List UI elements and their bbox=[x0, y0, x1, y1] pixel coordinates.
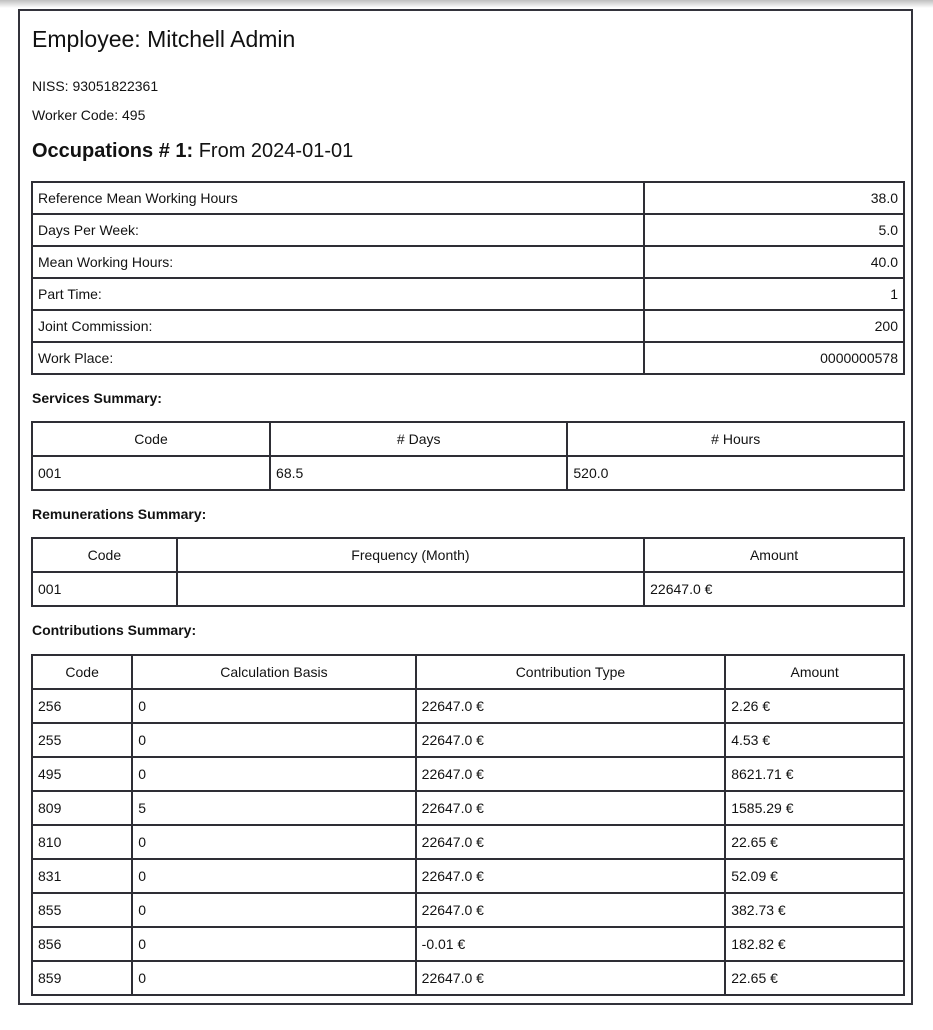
remunerations-col-amount: Amount bbox=[644, 538, 904, 572]
services-row bbox=[32, 456, 904, 490]
occupation-row bbox=[32, 246, 904, 278]
remunerations-header-row bbox=[32, 538, 904, 572]
contributions-cell-basis: 0 bbox=[132, 927, 415, 961]
contributions-cell-amount: 8621.71 € bbox=[725, 757, 904, 791]
contributions-cell-type: 22647.0 € bbox=[416, 757, 726, 791]
employee-name: Mitchell Admin bbox=[147, 26, 296, 52]
contributions-cell-basis: 0 bbox=[132, 859, 415, 893]
contributions-cell-amount: 2.26 € bbox=[725, 689, 904, 723]
contributions-row bbox=[32, 825, 904, 859]
occupation-row bbox=[32, 278, 904, 310]
worker-code-text: Worker Code: 495 bbox=[32, 107, 146, 123]
contributions-row bbox=[32, 961, 904, 995]
occupation-title bbox=[32, 138, 905, 165]
remunerations-table bbox=[31, 537, 905, 607]
remunerations-cell-code: 001 bbox=[32, 572, 177, 606]
services-col-hours: # Hours bbox=[567, 422, 904, 456]
contributions-row bbox=[32, 757, 904, 791]
contributions-row bbox=[32, 893, 904, 927]
occupation-field-label: Work Place: bbox=[32, 342, 644, 374]
contributions-cell-basis: 5 bbox=[132, 791, 415, 825]
employee-label: Employee: bbox=[32, 26, 141, 52]
contributions-cell-basis: 0 bbox=[132, 825, 415, 859]
contributions-cell-amount: 22.65 € bbox=[725, 961, 904, 995]
services-cell-days: 68.5 bbox=[270, 456, 567, 490]
occupation-row bbox=[32, 310, 904, 342]
contributions-col-code: Code bbox=[32, 655, 132, 689]
contributions-cell-code: 495 bbox=[32, 757, 132, 791]
contributions-col-amount: Amount bbox=[725, 655, 904, 689]
contributions-cell-basis: 0 bbox=[132, 961, 415, 995]
contributions-cell-amount: 1585.29 € bbox=[725, 791, 904, 825]
contributions-cell-code: 859 bbox=[32, 961, 132, 995]
occupation-field-label: Reference Mean Working Hours bbox=[32, 182, 644, 214]
remunerations-cell-frequency bbox=[177, 572, 644, 606]
occupation-row bbox=[32, 342, 904, 374]
contributions-cell-type: 22647.0 € bbox=[416, 689, 726, 723]
occupation-field-label: Mean Working Hours: bbox=[32, 246, 644, 278]
contributions-header-row bbox=[32, 655, 904, 689]
contributions-cell-type: 22647.0 € bbox=[416, 723, 726, 757]
remunerations-row bbox=[32, 572, 904, 606]
remunerations-cell-amount: 22647.0 € bbox=[644, 572, 904, 606]
services-col-days: # Days bbox=[270, 422, 567, 456]
contributions-cell-type: 22647.0 € bbox=[416, 825, 726, 859]
contributions-cell-code: 256 bbox=[32, 689, 132, 723]
occupation-row bbox=[32, 182, 904, 214]
contributions-summary-label: Contributions Summary: bbox=[32, 622, 197, 638]
contributions-cell-code: 855 bbox=[32, 893, 132, 927]
contributions-row bbox=[32, 859, 904, 893]
occupation-table bbox=[31, 181, 905, 375]
contributions-cell-code: 831 bbox=[32, 859, 132, 893]
remunerations-col-code: Code bbox=[32, 538, 177, 572]
services-header-row bbox=[32, 422, 904, 456]
contributions-cell-type: 22647.0 € bbox=[416, 961, 726, 995]
contributions-cell-code: 255 bbox=[32, 723, 132, 757]
contributions-cell-amount: 182.82 € bbox=[725, 927, 904, 961]
contributions-cell-amount: 52.09 € bbox=[725, 859, 904, 893]
services-cell-hours: 520.0 bbox=[567, 456, 904, 490]
remunerations-summary-label: Remunerations Summary: bbox=[32, 506, 207, 522]
services-col-code: Code bbox=[32, 422, 270, 456]
report-page bbox=[18, 9, 913, 1005]
contributions-cell-code: 810 bbox=[32, 825, 132, 859]
contributions-cell-basis: 0 bbox=[132, 757, 415, 791]
occupation-row bbox=[32, 214, 904, 246]
contributions-row bbox=[32, 791, 904, 825]
contributions-col-basis: Calculation Basis bbox=[132, 655, 415, 689]
occupation-field-value: 200 bbox=[644, 310, 904, 342]
contributions-cell-code: 856 bbox=[32, 927, 132, 961]
contributions-cell-code: 809 bbox=[32, 791, 132, 825]
occupation-title-label: Occupations # 1: bbox=[32, 140, 194, 162]
remunerations-col-frequency: Frequency (Month) bbox=[177, 538, 644, 572]
contributions-cell-basis: 0 bbox=[132, 689, 415, 723]
services-cell-code: 001 bbox=[32, 456, 270, 490]
occupation-field-label: Part Time: bbox=[32, 278, 644, 310]
services-table bbox=[31, 421, 905, 491]
top-shadow bbox=[0, 0, 933, 8]
contributions-cell-type: 22647.0 € bbox=[416, 791, 726, 825]
contributions-row bbox=[32, 689, 904, 723]
occupation-field-value: 38.0 bbox=[644, 182, 904, 214]
contributions-cell-type: -0.01 € bbox=[416, 927, 726, 961]
contributions-table bbox=[31, 654, 905, 996]
occupation-field-label: Days Per Week: bbox=[32, 214, 644, 246]
contributions-cell-amount: 382.73 € bbox=[725, 893, 904, 927]
contributions-col-type: Contribution Type bbox=[416, 655, 726, 689]
services-summary-label: Services Summary: bbox=[32, 390, 162, 406]
occupation-title-date: From 2024-01-01 bbox=[198, 140, 354, 162]
contributions-cell-amount: 22.65 € bbox=[725, 825, 904, 859]
contributions-cell-amount: 4.53 € bbox=[725, 723, 904, 757]
occupation-field-value: 5.0 bbox=[644, 214, 904, 246]
occupation-field-value: 0000000578 bbox=[644, 342, 904, 374]
contributions-row bbox=[32, 927, 904, 961]
contributions-cell-basis: 0 bbox=[132, 723, 415, 757]
occupation-field-label: Joint Commission: bbox=[32, 310, 644, 342]
occupation-field-value: 1 bbox=[644, 278, 904, 310]
contributions-row bbox=[32, 723, 904, 757]
niss-text: NISS: 93051822361 bbox=[32, 78, 159, 94]
contributions-cell-type: 22647.0 € bbox=[416, 859, 726, 893]
contributions-cell-basis: 0 bbox=[132, 893, 415, 927]
contributions-cell-type: 22647.0 € bbox=[416, 893, 726, 927]
employee-title bbox=[32, 24, 905, 54]
occupation-field-value: 40.0 bbox=[644, 246, 904, 278]
